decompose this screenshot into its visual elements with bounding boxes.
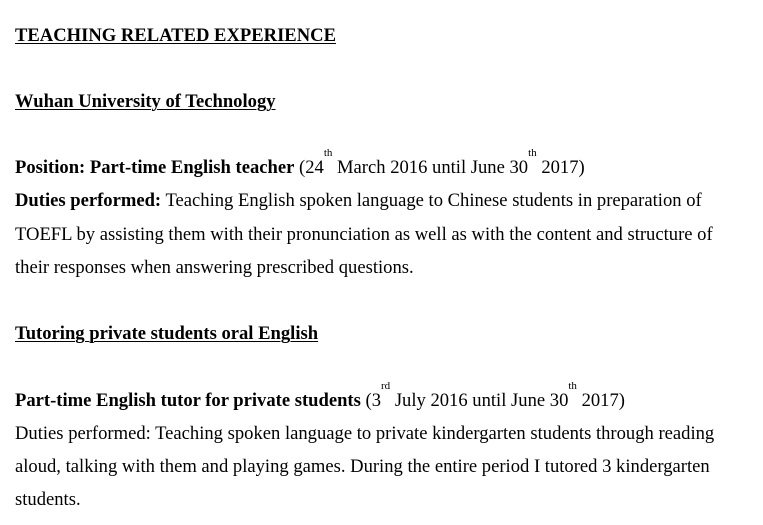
period-close: 2017) (536, 157, 585, 178)
period-close: 2017) (576, 390, 625, 411)
position-line (15, 380, 625, 412)
period-start-superscript: th (323, 147, 333, 159)
position-label: Part-time English tutor for private students (15, 390, 361, 411)
period-middle: March 2016 until June 30 (332, 157, 529, 178)
period-middle: July 2016 until June 30 (390, 390, 569, 411)
period-open: (3 (360, 390, 381, 411)
period-end-superscript: th (528, 147, 537, 159)
duties-text: their responses when answering prescribed questions. (15, 257, 414, 278)
organization-heading: Wuhan University of Technology (15, 91, 276, 112)
duties-text: Teaching English spoken language to Chinese students in preparation of (161, 190, 702, 211)
section-heading: TEACHING RELATED EXPERIENCE (15, 25, 336, 46)
duties-label: Duties performed: (15, 190, 162, 211)
position-label: Position: Part-time English teacher (15, 157, 295, 178)
duties-text: Duties performed: Teaching spoken language to private kindergarten students through reading (15, 423, 715, 444)
period-end-superscript: th (568, 380, 577, 392)
position-line (15, 147, 585, 179)
period-open: (24 (294, 157, 324, 178)
duties-text: students. (15, 489, 81, 510)
duties-text: TOEFL by assisting them with their pronunciation as well as with the content and structure of (15, 224, 713, 245)
duties-line (15, 190, 702, 212)
organization-heading: Tutoring private students oral English (15, 323, 319, 344)
period-start-superscript: rd (381, 380, 391, 392)
duties-text: aloud, talking with them and playing games. During the entire period I tutored 3 kindergarten (15, 456, 710, 477)
